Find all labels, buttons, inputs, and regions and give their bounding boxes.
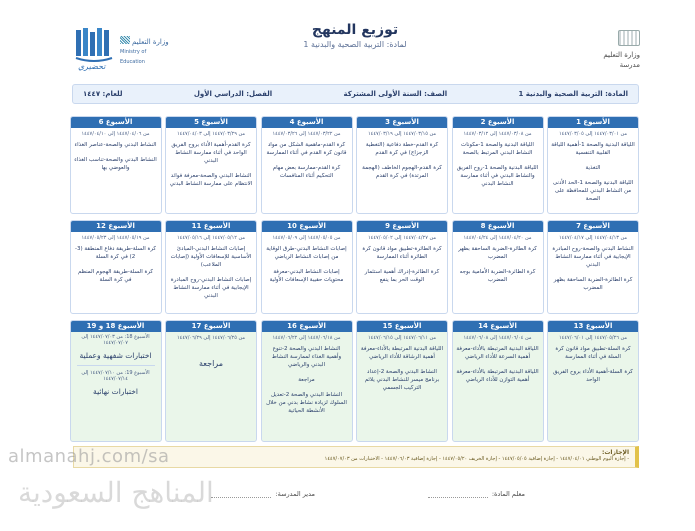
moe-logo	[120, 36, 170, 67]
lesson-item: كرة الطائرة-الضربة الأمامية بوجه المضرب	[459, 269, 536, 283]
school-name: مدرسة	[619, 61, 640, 69]
holidays-text: - إجازة اليوم الوطني ١٤٤٧/٠٤/٠١ - إجازة إضافية ١٤٤٧/٠٥/٠٥ - إجازة الخريف ١٤٤٧/٠٥/٢٠ - إجازة إضافية ١٤٤٧/٠٦/٠٣ - الاختبارات من ١٤٤٧/٠٧/٠٣	[324, 456, 629, 462]
lesson-item: اللياقة البدنية المرتبطة بالأداء-معرفة أهمية التوازن للأداء الرياضي	[456, 369, 539, 383]
week-card-18-19	[70, 320, 162, 442]
lesson-item: كرة الطائرة-الضربة الساحقة بظهر المضرب	[458, 246, 537, 260]
lesson-item: اللياقة البدنية والصحة 1-مكونات النشاط البدني المرتبط بالصحة	[461, 142, 534, 156]
week-dates: من ١٤٤٧/٠٣/٠١ إلى ١٤٤٧/٠٣/٠٥	[558, 131, 628, 137]
lesson-item: اللياقة البدنية المرتبطة بالأداء-معرفة أهمية السرعة للأداء الرياضي	[456, 346, 539, 360]
teacher-signature-line	[428, 497, 488, 498]
teacher-signature	[428, 490, 525, 498]
week-card	[261, 320, 353, 442]
week-label: الأسبوع 8	[453, 221, 543, 232]
info-grade: الصف: السنة الأولى المشتركة	[343, 90, 448, 98]
watermark-url: almanahj.com/sa	[8, 446, 170, 467]
lesson-item: النشاط البدني والصحة 2-تعديل السلوك لزيادة نشاط بدني من خلال الأنشطة الحياتية	[266, 392, 347, 414]
week-label: الأسبوع 12	[71, 221, 161, 232]
lesson-item: كرة القدم-الهجوم الخاطف (الهجمة المرتدة) في كرة القدم	[362, 165, 442, 179]
ministry-block	[560, 30, 640, 70]
week-card	[452, 116, 544, 214]
week-dates: من ١٤٤٧/٠٤/٢٠ إلى ١٤٤٧/٠٤/٢٤	[463, 235, 532, 241]
lesson-item: إصابات النشاط البدني-روح المبادرة الإيجابية في أثناء ممارسة النشاط البدني	[170, 277, 252, 299]
week-lessons	[166, 139, 256, 197]
week-label: الأسبوع 11	[166, 221, 256, 232]
logo-word: تحضيري	[78, 62, 106, 71]
principal-signature-line	[211, 497, 271, 498]
divider	[77, 365, 155, 366]
week-lessons	[453, 139, 543, 197]
info-bar	[72, 84, 639, 104]
moe-english: Ministry of Education	[120, 49, 147, 65]
book-logo-svg	[74, 26, 114, 64]
lesson-item: اللياقة البدنية والصحة 1-أهمية اللياقة القلبية التنفسية	[551, 142, 635, 156]
final-exams: اختبارات نهائية	[93, 387, 138, 396]
page-subtitle: لمادة: التربية الصحية والبدنية 1	[303, 40, 407, 49]
lesson-item: كرة القدم-ماهمية الشكل من مواد قانون كرة القدم في أثناء الممارسة	[266, 142, 347, 156]
week-label: الأسبوع 17	[166, 321, 256, 332]
week-card	[547, 220, 639, 314]
lesson-item: النشاط البدني والصحة-عناصر الغذاء	[74, 142, 157, 148]
week-label: الأسبوع 14	[453, 321, 543, 332]
week-lessons	[357, 139, 447, 189]
lesson-item: كرة القدم-أهمية الأداء بروح الفريق الواحد في أثناء ممارسة النشاط البدني	[171, 142, 251, 164]
ministry-emblem-icon	[618, 30, 640, 46]
week-card	[165, 220, 257, 314]
week-dates: من ١٤٤٧/٠٤/٢٧ إلى ١٤٤٧/٠٥/٠٢	[367, 235, 437, 241]
holidays-label: الإجازات:	[601, 449, 629, 456]
lesson-item: كرة الطائرة-إدراك أهمية استثمار الوقت الحر بما ينفع	[364, 269, 440, 283]
moe-emblem-icon	[120, 36, 130, 44]
info-year: للعام: ١٤٤٧	[83, 90, 123, 98]
teacher-signature-label: معلم المادة:	[491, 490, 525, 498]
lesson-item: النشاط البدني والصحة-معرفة فوائد الانتظام على ممارسة النشاط البدني	[169, 173, 253, 187]
week-card	[261, 116, 353, 214]
week-lessons	[548, 139, 638, 212]
lesson-item: كرة الطائرة-الضربة الساحقة بظهر المضرب	[553, 277, 633, 291]
page-title: توزيع المنهج	[311, 22, 399, 38]
lesson-item: إصابات النشاط البدني-طرق الوقاية من إصابات النشاط الرياضي	[266, 246, 347, 260]
week-lessons	[71, 243, 161, 293]
week-card	[356, 116, 448, 214]
lesson-item: كرة القدم-خطة دفاعية (التغطية الزجزاج) في كرة القدم	[365, 142, 439, 156]
week-card	[452, 220, 544, 314]
week-dates: من ١٤٤٧/٠٣/٢٩ إلى ١٤٤٧/٠٤/٠٣	[176, 131, 246, 137]
lesson-item: اللياقة البدنية المرتبطة بالأداء-معرفة أهمية الرشاقة للأداء الرياضي	[360, 346, 444, 360]
principal-signature	[211, 490, 315, 498]
week-dates: من ١٤٤٧/٠٥/١٢ إلى ١٤٤٧/٠٥/١٦	[176, 235, 246, 241]
week-lessons	[357, 343, 447, 401]
week-card	[356, 320, 448, 442]
principal-signature-label: مدير المدرسة:	[275, 490, 315, 498]
book-logo-icon	[74, 26, 114, 64]
lesson-item: إصابات النشاط البدني-المبادئ الأساسية للإسعافات الأولية (إصابات الملاعب)	[170, 246, 252, 268]
week-label: الأسبوع 5	[166, 117, 256, 128]
moe-arabic: وزارة التعليم	[132, 38, 169, 46]
week-lessons	[71, 139, 161, 181]
lesson-item: النشاط البدني والصحة 2-إعداد برنامج ميسر للنشاط البدني يلائم التركيب الجسمي	[364, 369, 440, 391]
week-dates: من ١٤٤٧/٠٣/٢٢ إلى ١٤٤٧/٠٣/٢٦	[272, 131, 341, 137]
page-header	[70, 8, 640, 72]
week-label: الأسبوع 10	[262, 221, 352, 232]
lesson-item: كرة السلة-طريقة الهجوم المنظم في كرة السلة	[77, 269, 154, 283]
lesson-item: النشاط البدني والصحة 2-تنوع وأهمية الغذاء لممارسة النشاط البدني والرياضي	[271, 346, 342, 368]
week-label: الأسبوع 3	[357, 117, 447, 128]
lesson-item: مراجعة	[298, 377, 315, 383]
week-lessons	[357, 243, 447, 293]
week-dates: من ١٤٤٧/٠٦/١٨ إلى ١٤٤٧/٠٦/٢٢	[272, 335, 341, 341]
ministry-name: وزارة التعليم	[603, 51, 640, 59]
week-lessons	[548, 243, 638, 301]
lesson-item: كرة القدم-ممارسة بعض مهام التحكيم أثناء المنافسات	[272, 165, 341, 179]
info-subject: المادة: التربية الصحية والبدنية 1	[518, 90, 628, 98]
lesson-item: التغذية	[585, 165, 601, 171]
week-lessons	[262, 139, 352, 189]
week-dates: من ١٤٤٧/٠٣/٠٨ إلى ١٤٤٧/٠٣/١٢	[463, 131, 532, 137]
week-label: الأسبوع 13	[548, 321, 638, 332]
week-lessons	[262, 343, 352, 424]
week-label: الأسبوع 4	[262, 117, 352, 128]
week-dates: من ١٤٤٧/٠٦/٢٥ إلى ١٤٤٧/٠٦/٢٩	[176, 335, 246, 341]
lesson-item: كرة الطائرة-تطبيق مواد قانون كرة الطائرة أثناء الممارسة	[362, 246, 442, 260]
info-term: الفصل: الدراسي الأول	[193, 90, 273, 98]
week-label: الأسبوع 1	[548, 117, 638, 128]
lesson-item: اللياقة البدنية والصحة 1-الحد الأدنى من النشاط البدني للمحافظة على الصحة	[552, 180, 634, 202]
week-label: الأسبوع 9	[357, 221, 447, 232]
week-dates: من ١٤٤٧/٠٤/٠٦ إلى ١٤٤٧/٠٤/١٠	[81, 131, 150, 137]
title-block	[220, 22, 490, 49]
oral-practical-exams: اختبارات شفهية وعملية	[79, 351, 152, 360]
week-dates: من ١٤٤٧/٠٥/٠٥ إلى ١٤٤٧/٠٥/٠٩	[272, 235, 341, 241]
week-dates: من ١٤٤٧/٠٦/٠٤ إلى ١٤٤٧/٠٦/٠٨	[463, 335, 532, 341]
lesson-item: اللياقة البدنية والصحة 1-روح الفريق والنشاط البدني في أثناء ممارسة النشاط البدني	[456, 165, 539, 187]
week-dates: من ١٤٤٧/٠٦/١١ إلى ١٤٤٧/٠٦/١٥	[367, 335, 437, 341]
week-lessons	[453, 343, 543, 393]
week-dates: من ١٤٤٧/٠٥/١٩ إلى ١٤٤٧/٠٥/٢٣	[81, 235, 150, 241]
week-dates: من ١٤٤٧/٠٥/٢٦ إلى ١٤٤٧/٠٦/٠١	[558, 335, 628, 341]
week-label: الأسبوع 15	[357, 321, 447, 332]
review-text: مراجعة	[198, 359, 223, 368]
week-label: الأسبوع 2	[453, 117, 543, 128]
week-card	[70, 220, 162, 314]
week-label: الأسبوع 18 و 19	[71, 321, 161, 332]
week-dates: من ١٤٤٧/٠٤/١٣ إلى ١٤٤٧/٠٤/١٧	[558, 235, 628, 241]
week19-dates: الأسبوع 19: من ١٤٤٧/٠٧/١٠ إلى ١٤٤٧/٠٧/١٤	[81, 370, 150, 382]
week-lessons	[262, 243, 352, 293]
lesson-item: كرة السلة-أهمية الأداء بروح الفريق الواحد	[553, 369, 633, 383]
watermark-arabic: المناهج السعودية	[18, 476, 214, 509]
week-card	[356, 220, 448, 314]
lesson-item: إصابات النشاط البدني-معرفة محتويات حقيبة الإسعافات الأولية	[269, 269, 344, 283]
week-card-17	[165, 320, 257, 442]
week-label: الأسبوع 7	[548, 221, 638, 232]
lesson-item: النشاط البدني والصحة-تناسب الغذاء والعوضي بها	[74, 157, 157, 171]
tahdiri-logo	[70, 16, 170, 71]
week-card	[165, 116, 257, 214]
week-lessons	[166, 243, 256, 309]
week-lessons	[453, 243, 543, 293]
week-card	[70, 116, 162, 214]
week18-dates: الأسبوع 18: من ١٤٤٧/٠٧/٠٣ إلى ١٤٤٧/٠٧/٠٧	[81, 334, 150, 346]
week-lessons	[548, 343, 638, 393]
week-dates: من ١٤٤٧/٠٣/١٥ إلى ١٤٤٧/٠٣/١٩	[367, 131, 437, 137]
week-label: الأسبوع 16	[262, 321, 352, 332]
week-card	[452, 320, 544, 442]
lesson-item: النشاط البدني والصحة-روح المبادرة الإيجابية في أثناء ممارسة النشاط البدني	[552, 246, 634, 268]
lesson-item: كرة السلة-طريقة دفاع المنطقة (3-2) في كرة السلة	[74, 246, 157, 260]
week-card	[547, 320, 639, 442]
week-label: الأسبوع 6	[71, 117, 161, 128]
week-card	[261, 220, 353, 314]
week-card	[547, 116, 639, 214]
lesson-item: كرة السلة-تطبيق مواد قانون كرة السلة في أثناء الممارسة	[555, 346, 631, 360]
